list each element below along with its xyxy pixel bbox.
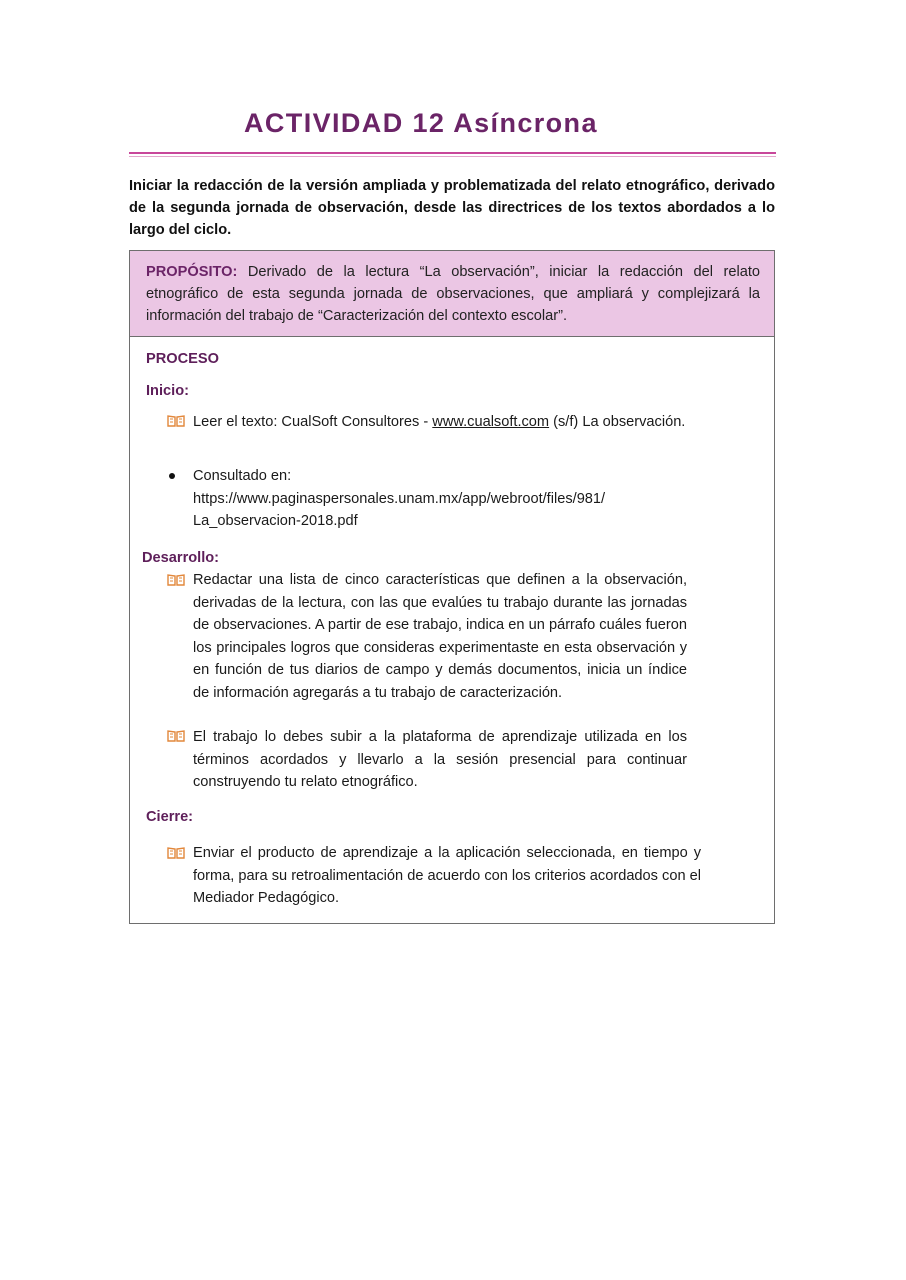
desarrollo-item-upload: El trabajo lo debes subir a la plataforma de aprendizaje utilizada en los términos acordados y llevarlo a la sesión presencial para continuar construyendo tu relato etnográfico. [193, 729, 687, 790]
process-heading: PROCESO [146, 351, 219, 367]
open-book-bullet-icon [166, 729, 186, 743]
purpose-section [130, 251, 774, 337]
activity-intro: Iniciar la redacción de la versión ampliada y problematizada del relato etnográfico, derivado de la segunda jornada de observación, desde las directrices de los textos abordados a lo largo del ciclo. [129, 178, 775, 238]
inicio-item-source [193, 465, 693, 533]
cualsoft-link[interactable]: www.cualsoft.com [432, 414, 550, 430]
open-book-bullet-icon [166, 846, 186, 860]
activity-box [129, 250, 775, 924]
purpose-paragraph [146, 261, 760, 327]
cierre-item-submit: Enviar el producto de aprendizaje a la aplicación seleccionada, en tiempo y forma, para su retroalimentación de acuerdo con los criterios acordados con el Mediador Pedagógico. [193, 845, 701, 906]
open-book-bullet-icon [166, 414, 186, 428]
source-url-line1[interactable]: https://www.paginaspersonales.unam.mx/app/webroot/files/981/ [193, 490, 606, 507]
inicio-item-reading-suffix: (s/f) La observación. [549, 414, 686, 430]
purpose-label: PROPÓSITO: [146, 264, 238, 280]
inicio-item-reading-text: Leer el texto: CualSoft Consultores - [193, 414, 433, 430]
inicio-heading: Inicio: [146, 383, 189, 399]
open-book-bullet-icon [166, 573, 186, 587]
title-divider [129, 152, 776, 157]
desarrollo-heading: Desarrollo: [142, 550, 220, 566]
desarrollo-item-list: Redactar una lista de cinco características que definen a la observación, derivadas de la lectura, con las que evalúes tu trabajo durante las jornadas de observaciones. A partir de ese trabajo, indica en un párrafo cuáles fueron los principales logros que consideras experimentaste en esta observación y en función de tus diarios de campo y demás documentos, inicia un índice de información agregarás a tu trabajo de caracterización. [193, 572, 687, 701]
inicio-item-reading [193, 411, 687, 434]
source-label: Consultado en: [193, 468, 292, 484]
page-title: ACTIVIDAD 12 Asíncrona [244, 108, 598, 138]
cierre-heading: Cierre: [146, 809, 194, 825]
dot-bullet-icon [169, 473, 175, 479]
purpose-text: Derivado de la lectura “La observación”, iniciar la redacción del relato etnográfico de esta segunda jornada de observaciones, que ampliará y complejizará la información del trabajo de “Caracterización del contexto escolar”. [146, 264, 760, 324]
source-url-line2[interactable]: La_observacion-2018.pdf [193, 513, 358, 529]
